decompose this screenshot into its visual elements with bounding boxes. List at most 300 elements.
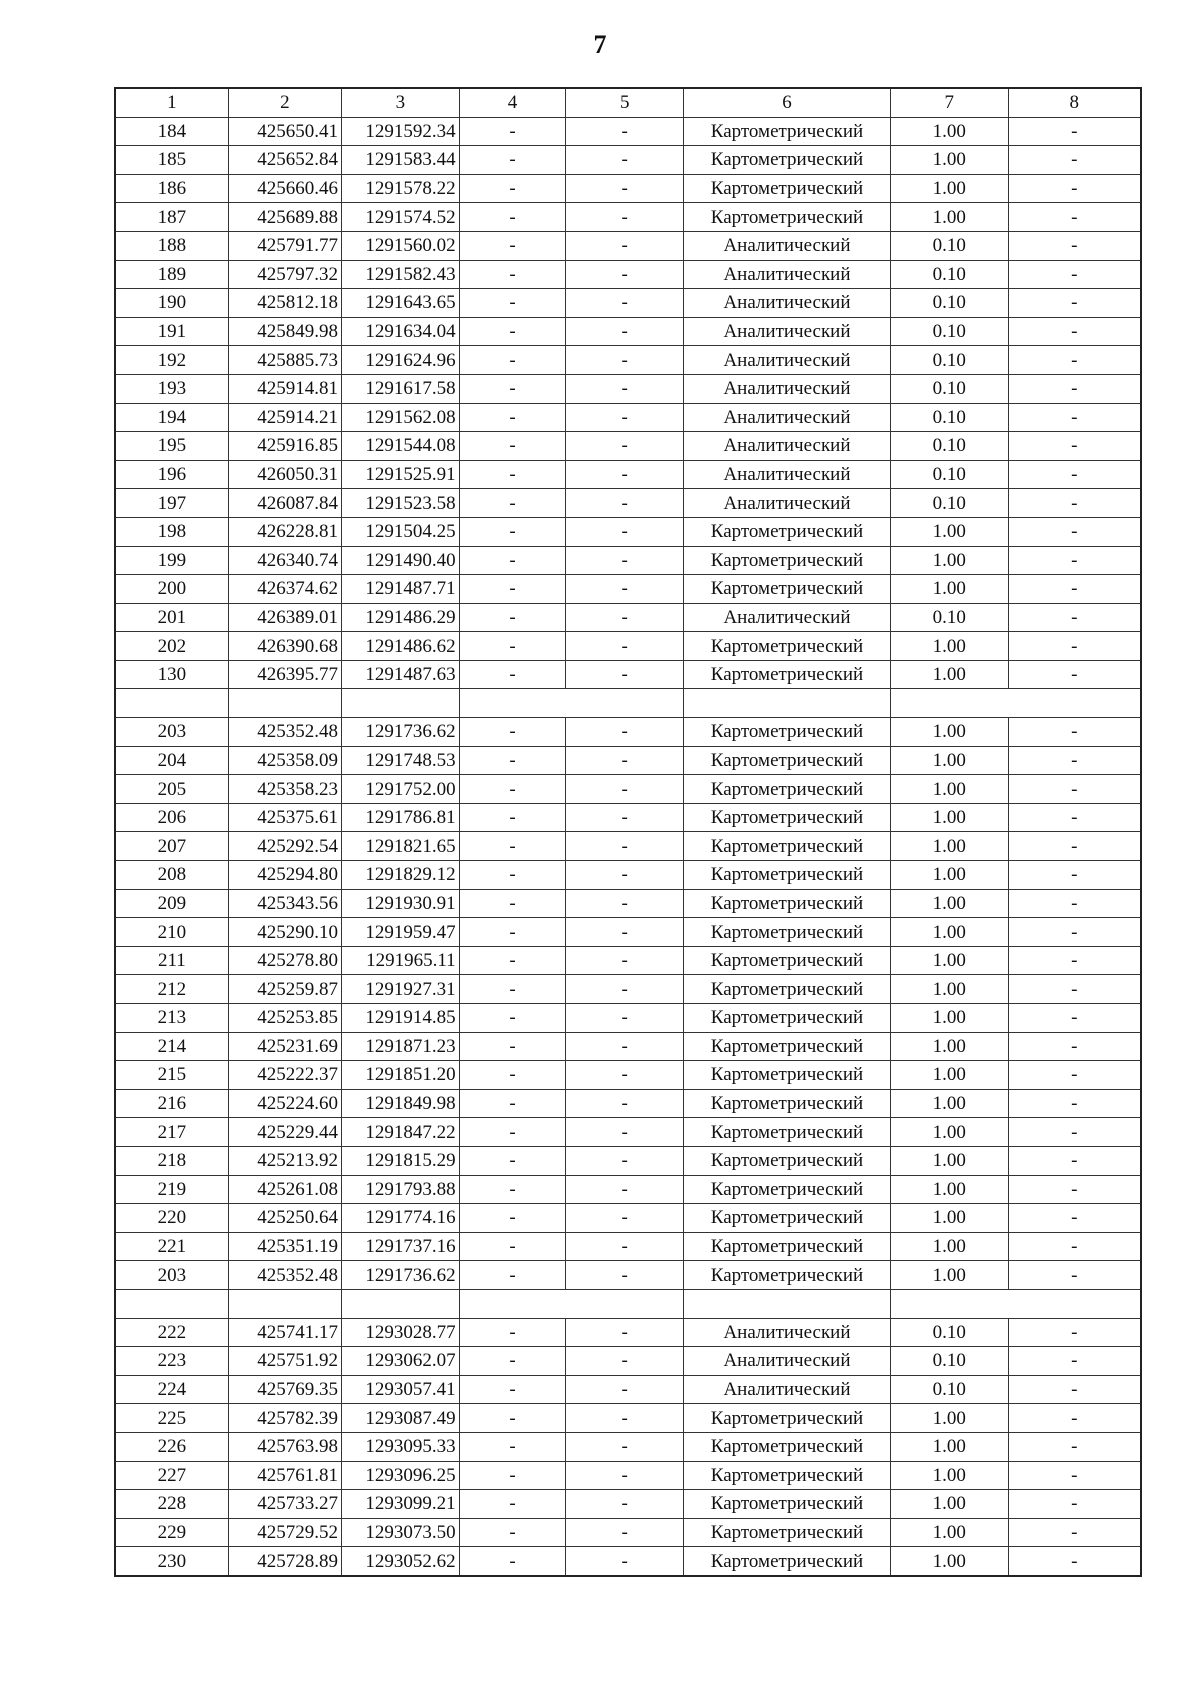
method-cell: Аналитический — [684, 374, 891, 403]
table-row — [115, 1375, 1141, 1404]
table-row — [115, 660, 1141, 689]
y-coordinate-cell: 1291849.98 — [342, 1089, 460, 1118]
col-8-cell: - — [1008, 1089, 1141, 1118]
table-row — [115, 1204, 1141, 1233]
separator-row — [115, 1289, 1141, 1318]
y-coordinate-cell: 1291736.62 — [342, 718, 460, 747]
col-8-cell: - — [1008, 146, 1141, 175]
col-5-cell: - — [566, 374, 684, 403]
col-4-cell: - — [459, 803, 566, 832]
point-number-cell: 199 — [115, 546, 228, 575]
col-5-cell: - — [566, 832, 684, 861]
y-coordinate-cell: 1291815.29 — [342, 1146, 460, 1175]
col-5-cell: - — [566, 1432, 684, 1461]
accuracy-cell: 1.00 — [890, 575, 1008, 604]
table-row — [115, 289, 1141, 318]
col-8-cell: - — [1008, 575, 1141, 604]
point-number-cell: 188 — [115, 231, 228, 260]
point-number-cell: 215 — [115, 1061, 228, 1090]
x-coordinate-cell: 425222.37 — [228, 1061, 341, 1090]
y-coordinate-cell: 1291544.08 — [342, 432, 460, 461]
table-row — [115, 775, 1141, 804]
y-coordinate-cell: 1291847.22 — [342, 1118, 460, 1147]
empty-cell — [890, 689, 1008, 718]
method-cell: Картометрический — [684, 660, 891, 689]
point-number-cell: 187 — [115, 203, 228, 232]
table-row — [115, 861, 1141, 890]
col-4-cell: - — [459, 1032, 566, 1061]
x-coordinate-cell: 425250.64 — [228, 1204, 341, 1233]
y-coordinate-cell: 1291774.16 — [342, 1204, 460, 1233]
table-row — [115, 1004, 1141, 1033]
y-coordinate-cell: 1291643.65 — [342, 289, 460, 318]
header-cell: 8 — [1008, 88, 1141, 117]
table-row — [115, 146, 1141, 175]
x-coordinate-cell: 425751.92 — [228, 1347, 341, 1376]
accuracy-cell: 1.00 — [890, 1404, 1008, 1433]
accuracy-cell: 1.00 — [890, 861, 1008, 890]
col-8-cell: - — [1008, 1261, 1141, 1290]
table-row — [115, 1032, 1141, 1061]
col-5-cell: - — [566, 918, 684, 947]
y-coordinate-cell: 1291504.25 — [342, 517, 460, 546]
col-4-cell: - — [459, 289, 566, 318]
point-number-cell: 224 — [115, 1375, 228, 1404]
point-number-cell: 229 — [115, 1518, 228, 1547]
accuracy-cell: 1.00 — [890, 546, 1008, 575]
y-coordinate-cell: 1291624.96 — [342, 346, 460, 375]
col-4-cell: - — [459, 1261, 566, 1290]
col-5-cell: - — [566, 174, 684, 203]
x-coordinate-cell: 425231.69 — [228, 1032, 341, 1061]
header-cell: 5 — [566, 88, 684, 117]
y-coordinate-cell: 1291930.91 — [342, 889, 460, 918]
x-coordinate-cell: 425812.18 — [228, 289, 341, 318]
col-5-cell: - — [566, 146, 684, 175]
y-coordinate-cell: 1291487.71 — [342, 575, 460, 604]
col-8-cell: - — [1008, 946, 1141, 975]
method-cell: Картометрический — [684, 146, 891, 175]
col-8-cell: - — [1008, 918, 1141, 947]
col-8-cell: - — [1008, 1461, 1141, 1490]
table-row — [115, 1146, 1141, 1175]
method-cell: Картометрический — [684, 1490, 891, 1519]
y-coordinate-cell: 1291562.08 — [342, 403, 460, 432]
table-row — [115, 460, 1141, 489]
accuracy-cell: 1.00 — [890, 117, 1008, 146]
x-coordinate-cell: 426050.31 — [228, 460, 341, 489]
x-coordinate-cell: 425290.10 — [228, 918, 341, 947]
method-cell: Картометрический — [684, 1061, 891, 1090]
table-row — [115, 1118, 1141, 1147]
y-coordinate-cell: 1291829.12 — [342, 861, 460, 890]
y-coordinate-cell: 1291634.04 — [342, 317, 460, 346]
method-cell: Картометрический — [684, 718, 891, 747]
accuracy-cell: 0.10 — [890, 346, 1008, 375]
col-8-cell: - — [1008, 1518, 1141, 1547]
x-coordinate-cell: 425914.21 — [228, 403, 341, 432]
y-coordinate-cell: 1293099.21 — [342, 1490, 460, 1519]
col-5-cell: - — [566, 546, 684, 575]
accuracy-cell: 1.00 — [890, 1518, 1008, 1547]
x-coordinate-cell: 425769.35 — [228, 1375, 341, 1404]
x-coordinate-cell: 425733.27 — [228, 1490, 341, 1519]
x-coordinate-cell: 425351.19 — [228, 1232, 341, 1261]
table-row — [115, 231, 1141, 260]
y-coordinate-cell: 1291914.85 — [342, 1004, 460, 1033]
col-8-cell: - — [1008, 460, 1141, 489]
accuracy-cell: 1.00 — [890, 517, 1008, 546]
col-4-cell: - — [459, 1547, 566, 1576]
point-number-cell: 207 — [115, 832, 228, 861]
method-cell: Картометрический — [684, 1004, 891, 1033]
x-coordinate-cell: 425885.73 — [228, 346, 341, 375]
point-number-cell: 206 — [115, 803, 228, 832]
y-coordinate-cell: 1291793.88 — [342, 1175, 460, 1204]
col-8-cell: - — [1008, 489, 1141, 518]
table-row — [115, 575, 1141, 604]
point-number-cell: 216 — [115, 1089, 228, 1118]
y-coordinate-cell: 1293096.25 — [342, 1461, 460, 1490]
col-5-cell: - — [566, 432, 684, 461]
table-row — [115, 946, 1141, 975]
col-4-cell: - — [459, 1375, 566, 1404]
col-5-cell: - — [566, 517, 684, 546]
x-coordinate-cell: 425849.98 — [228, 317, 341, 346]
x-coordinate-cell: 425352.48 — [228, 718, 341, 747]
x-coordinate-cell: 425375.61 — [228, 803, 341, 832]
method-cell: Картометрический — [684, 975, 891, 1004]
x-coordinate-cell: 425224.60 — [228, 1089, 341, 1118]
col-4-cell: - — [459, 946, 566, 975]
y-coordinate-cell: 1291851.20 — [342, 1061, 460, 1090]
y-coordinate-cell: 1291578.22 — [342, 174, 460, 203]
col-4-cell: - — [459, 317, 566, 346]
point-number-cell: 209 — [115, 889, 228, 918]
table-row — [115, 117, 1141, 146]
col-8-cell: - — [1008, 231, 1141, 260]
method-cell: Картометрический — [684, 775, 891, 804]
table-row — [115, 203, 1141, 232]
accuracy-cell: 1.00 — [890, 203, 1008, 232]
col-5-cell: - — [566, 632, 684, 661]
header-cell: 7 — [890, 88, 1008, 117]
col-5-cell: - — [566, 1032, 684, 1061]
accuracy-cell: 1.00 — [890, 1089, 1008, 1118]
col-8-cell: - — [1008, 403, 1141, 432]
col-8-cell: - — [1008, 1032, 1141, 1061]
y-coordinate-cell: 1291959.47 — [342, 918, 460, 947]
col-5-cell: - — [566, 460, 684, 489]
method-cell: Картометрический — [684, 1261, 891, 1290]
col-5-cell: - — [566, 746, 684, 775]
x-coordinate-cell: 425358.23 — [228, 775, 341, 804]
point-number-cell: 214 — [115, 1032, 228, 1061]
col-4-cell: - — [459, 1118, 566, 1147]
header-cell: 4 — [459, 88, 566, 117]
col-5-cell: - — [566, 946, 684, 975]
col-5-cell: - — [566, 1490, 684, 1519]
y-coordinate-cell: 1291490.40 — [342, 546, 460, 575]
table-row — [115, 1404, 1141, 1433]
method-cell: Картометрический — [684, 1175, 891, 1204]
col-8-cell: - — [1008, 1490, 1141, 1519]
col-4-cell: - — [459, 489, 566, 518]
col-8-cell: - — [1008, 889, 1141, 918]
table-row — [115, 174, 1141, 203]
table-row — [115, 718, 1141, 747]
accuracy-cell: 1.00 — [890, 1261, 1008, 1290]
x-coordinate-cell: 425763.98 — [228, 1432, 341, 1461]
accuracy-cell: 1.00 — [890, 1032, 1008, 1061]
col-4-cell: - — [459, 746, 566, 775]
empty-cell — [1008, 1289, 1141, 1318]
method-cell: Картометрический — [684, 889, 891, 918]
method-cell: Картометрический — [684, 117, 891, 146]
y-coordinate-cell: 1291752.00 — [342, 775, 460, 804]
col-4-cell: - — [459, 1204, 566, 1233]
point-number-cell: 211 — [115, 946, 228, 975]
y-coordinate-cell: 1291786.81 — [342, 803, 460, 832]
method-cell: Аналитический — [684, 603, 891, 632]
col-5-cell: - — [566, 775, 684, 804]
accuracy-cell: 1.00 — [890, 1490, 1008, 1519]
y-coordinate-cell: 1291821.65 — [342, 832, 460, 861]
accuracy-cell: 0.10 — [890, 489, 1008, 518]
table-row — [115, 403, 1141, 432]
col-4-cell: - — [459, 1175, 566, 1204]
method-cell: Картометрический — [684, 1461, 891, 1490]
y-coordinate-cell: 1291927.31 — [342, 975, 460, 1004]
col-4-cell: - — [459, 1146, 566, 1175]
point-number-cell: 189 — [115, 260, 228, 289]
x-coordinate-cell: 425652.84 — [228, 146, 341, 175]
point-number-cell: 191 — [115, 317, 228, 346]
y-coordinate-cell: 1293052.62 — [342, 1547, 460, 1576]
x-coordinate-cell: 425741.17 — [228, 1318, 341, 1347]
method-cell: Картометрический — [684, 832, 891, 861]
y-coordinate-cell: 1291583.44 — [342, 146, 460, 175]
col-8-cell: - — [1008, 1347, 1141, 1376]
col-4-cell: - — [459, 575, 566, 604]
col-5-cell: - — [566, 889, 684, 918]
accuracy-cell: 0.10 — [890, 260, 1008, 289]
accuracy-cell: 1.00 — [890, 832, 1008, 861]
accuracy-cell: 1.00 — [890, 632, 1008, 661]
x-coordinate-cell: 425352.48 — [228, 1261, 341, 1290]
col-4-cell: - — [459, 918, 566, 947]
point-number-cell: 223 — [115, 1347, 228, 1376]
empty-cell — [342, 689, 460, 718]
x-coordinate-cell: 425229.44 — [228, 1118, 341, 1147]
col-5-cell: - — [566, 231, 684, 260]
col-5-cell: - — [566, 1232, 684, 1261]
method-cell: Картометрический — [684, 1432, 891, 1461]
col-4-cell: - — [459, 346, 566, 375]
col-8-cell: - — [1008, 1175, 1141, 1204]
table-row — [115, 918, 1141, 947]
point-number-cell: 217 — [115, 1118, 228, 1147]
point-number-cell: 205 — [115, 775, 228, 804]
col-5-cell: - — [566, 203, 684, 232]
point-number-cell: 200 — [115, 575, 228, 604]
table-row — [115, 1232, 1141, 1261]
y-coordinate-cell: 1293087.49 — [342, 1404, 460, 1433]
col-5-cell: - — [566, 861, 684, 890]
x-coordinate-cell: 425650.41 — [228, 117, 341, 146]
col-8-cell: - — [1008, 775, 1141, 804]
method-cell: Картометрический — [684, 918, 891, 947]
empty-cell — [684, 1289, 891, 1318]
col-8-cell: - — [1008, 1547, 1141, 1576]
point-number-cell: 198 — [115, 517, 228, 546]
table-row — [115, 603, 1141, 632]
col-4-cell: - — [459, 889, 566, 918]
col-5-cell: - — [566, 1347, 684, 1376]
point-number-cell: 221 — [115, 1232, 228, 1261]
y-coordinate-cell: 1291592.34 — [342, 117, 460, 146]
col-4-cell: - — [459, 1347, 566, 1376]
x-coordinate-cell: 425782.39 — [228, 1404, 341, 1433]
y-coordinate-cell: 1291560.02 — [342, 231, 460, 260]
accuracy-cell: 1.00 — [890, 1547, 1008, 1576]
accuracy-cell: 1.00 — [890, 1004, 1008, 1033]
point-number-cell: 204 — [115, 746, 228, 775]
table-header-row — [115, 88, 1141, 117]
point-number-cell: 130 — [115, 660, 228, 689]
method-cell: Аналитический — [684, 346, 891, 375]
empty-cell — [459, 1289, 566, 1318]
col-5-cell: - — [566, 117, 684, 146]
y-coordinate-cell: 1293062.07 — [342, 1347, 460, 1376]
col-8-cell: - — [1008, 1204, 1141, 1233]
y-coordinate-cell: 1291574.52 — [342, 203, 460, 232]
point-number-cell: 190 — [115, 289, 228, 318]
method-cell: Картометрический — [684, 1032, 891, 1061]
point-number-cell: 226 — [115, 1432, 228, 1461]
col-8-cell: - — [1008, 1404, 1141, 1433]
col-5-cell: - — [566, 803, 684, 832]
col-4-cell: - — [459, 660, 566, 689]
method-cell: Картометрический — [684, 861, 891, 890]
col-5-cell: - — [566, 718, 684, 747]
x-coordinate-cell: 425660.46 — [228, 174, 341, 203]
table-row — [115, 975, 1141, 1004]
point-number-cell: 213 — [115, 1004, 228, 1033]
table-row — [115, 803, 1141, 832]
col-4-cell: - — [459, 1461, 566, 1490]
table-row — [115, 832, 1141, 861]
table-row — [115, 346, 1141, 375]
y-coordinate-cell: 1291617.58 — [342, 374, 460, 403]
x-coordinate-cell: 425213.92 — [228, 1146, 341, 1175]
accuracy-cell: 0.10 — [890, 432, 1008, 461]
x-coordinate-cell: 426389.01 — [228, 603, 341, 632]
method-cell: Картометрический — [684, 1118, 891, 1147]
col-8-cell: - — [1008, 174, 1141, 203]
accuracy-cell: 1.00 — [890, 718, 1008, 747]
accuracy-cell: 1.00 — [890, 775, 1008, 804]
accuracy-cell: 0.10 — [890, 1347, 1008, 1376]
y-coordinate-cell: 1291487.63 — [342, 660, 460, 689]
col-4-cell: - — [459, 460, 566, 489]
method-cell: Картометрический — [684, 517, 891, 546]
col-4-cell: - — [459, 1432, 566, 1461]
x-coordinate-cell: 426228.81 — [228, 517, 341, 546]
accuracy-cell: 0.10 — [890, 403, 1008, 432]
method-cell: Аналитический — [684, 489, 891, 518]
y-coordinate-cell: 1291736.62 — [342, 1261, 460, 1290]
point-number-cell: 196 — [115, 460, 228, 489]
method-cell: Картометрический — [684, 946, 891, 975]
col-5-cell: - — [566, 1404, 684, 1433]
table-row — [115, 1347, 1141, 1376]
method-cell: Картометрический — [684, 1204, 891, 1233]
col-5-cell: - — [566, 660, 684, 689]
col-8-cell: - — [1008, 289, 1141, 318]
col-8-cell: - — [1008, 832, 1141, 861]
col-4-cell: - — [459, 546, 566, 575]
col-8-cell: - — [1008, 317, 1141, 346]
y-coordinate-cell: 1291486.62 — [342, 632, 460, 661]
method-cell: Аналитический — [684, 460, 891, 489]
method-cell: Аналитический — [684, 231, 891, 260]
table-row — [115, 632, 1141, 661]
empty-cell — [566, 689, 684, 718]
accuracy-cell: 1.00 — [890, 946, 1008, 975]
method-cell: Картометрический — [684, 746, 891, 775]
point-number-cell: 212 — [115, 975, 228, 1004]
accuracy-cell: 0.10 — [890, 317, 1008, 346]
accuracy-cell: 1.00 — [890, 1232, 1008, 1261]
x-coordinate-cell: 425916.85 — [228, 432, 341, 461]
col-8-cell: - — [1008, 203, 1141, 232]
point-number-cell: 218 — [115, 1146, 228, 1175]
x-coordinate-cell: 425253.85 — [228, 1004, 341, 1033]
col-8-cell: - — [1008, 517, 1141, 546]
point-number-cell: 197 — [115, 489, 228, 518]
col-8-cell: - — [1008, 346, 1141, 375]
table-row — [115, 317, 1141, 346]
separator-row — [115, 689, 1141, 718]
col-4-cell: - — [459, 861, 566, 890]
accuracy-cell: 1.00 — [890, 803, 1008, 832]
col-4-cell: - — [459, 374, 566, 403]
table-row — [115, 546, 1141, 575]
x-coordinate-cell: 425689.88 — [228, 203, 341, 232]
table-row — [115, 1175, 1141, 1204]
method-cell: Аналитический — [684, 432, 891, 461]
x-coordinate-cell: 425343.56 — [228, 889, 341, 918]
point-number-cell: 210 — [115, 918, 228, 947]
col-4-cell: - — [459, 832, 566, 861]
method-cell: Аналитический — [684, 317, 891, 346]
col-4-cell: - — [459, 203, 566, 232]
method-cell: Картометрический — [684, 1146, 891, 1175]
accuracy-cell: 1.00 — [890, 1204, 1008, 1233]
col-8-cell: - — [1008, 1375, 1141, 1404]
col-8-cell: - — [1008, 260, 1141, 289]
x-coordinate-cell: 426340.74 — [228, 546, 341, 575]
col-4-cell: - — [459, 403, 566, 432]
y-coordinate-cell: 1291486.29 — [342, 603, 460, 632]
x-coordinate-cell: 426374.62 — [228, 575, 341, 604]
header-cell: 2 — [228, 88, 341, 117]
col-5-cell: - — [566, 1204, 684, 1233]
point-number-cell: 225 — [115, 1404, 228, 1433]
col-8-cell: - — [1008, 1004, 1141, 1033]
col-4-cell: - — [459, 117, 566, 146]
